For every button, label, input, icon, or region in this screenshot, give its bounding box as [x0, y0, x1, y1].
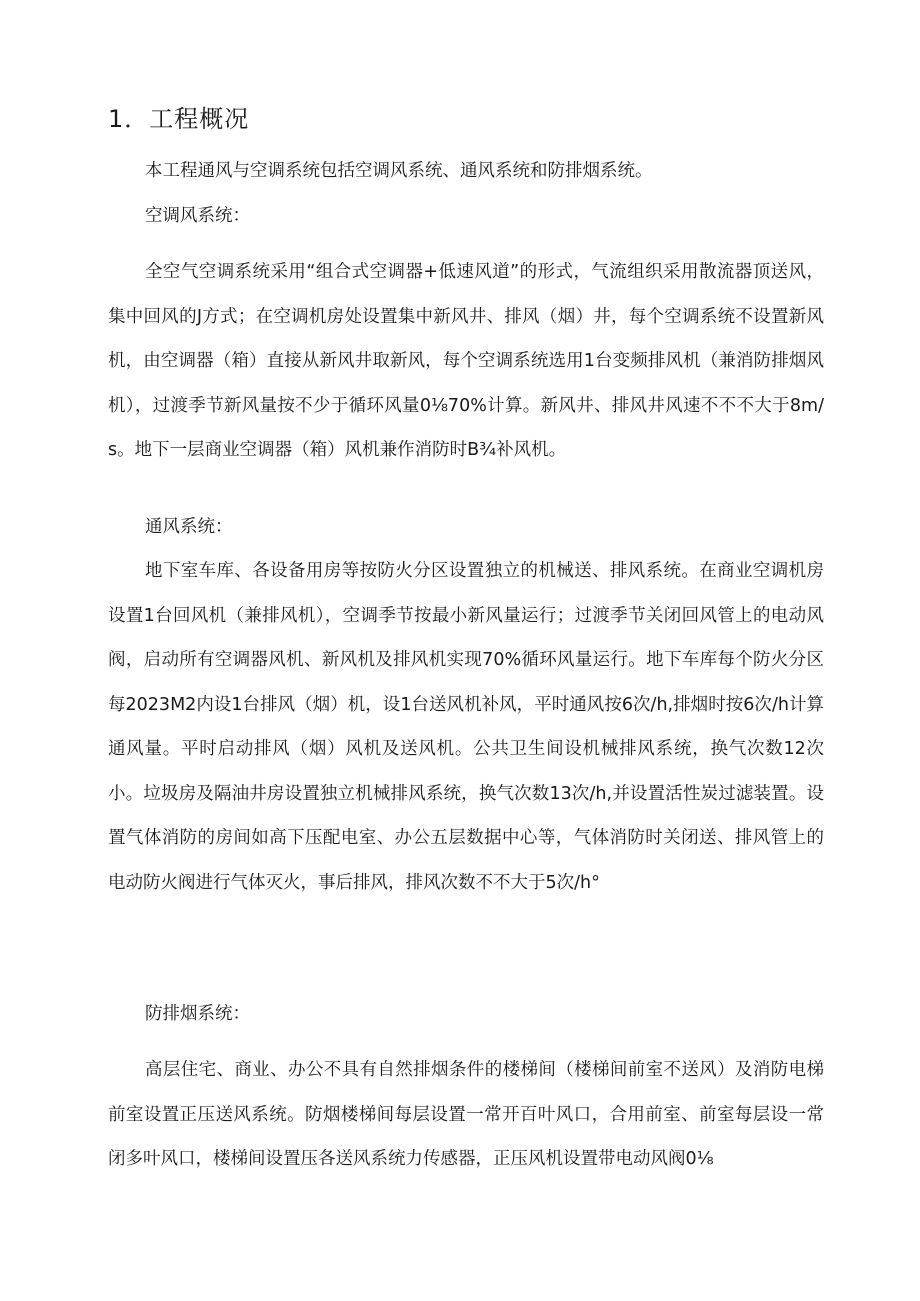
- smoke-control-system-paragraph: 高层住宅、商业、办公不具有自然排烟条件的楼梯间（楼梯间前室不送风）及消防电梯前室设置正压送风系统。防烟楼梯间每层设置一常开百叶风口，合用前室、前室每层设一常闭多叶风口，楼梯间设置压各送风系统力传感器，正压风机设置带电动风阀0⅛: [108, 1060, 824, 1169]
- intro-paragraph: 本工程通风与空调系统包括空调风系统、通风系统和防排烟系统。: [145, 161, 653, 181]
- ventilation-system-paragraph: 地下室车库、各设备用房等按防火分区设置独立的机械送、排风系统。在商业空调机房设置1台回风机（兼排风机），空调季节按最小新风量运行；过渡季节关闭回风管上的电动风阀，启动所有空调器风机、新风机及排风机实现70%循环风量运行。地下车库每个防火分区每2023M2内设1台排风（烟）机，设1台送风机补风，平时通风按6次/h,排烟时按6次/h计算通风量。平时启动排风（烟）风机及送风机。公共卫生间设机械排风系统，换气次数12次小。垃圾房及隔油井房设置独立机械排风系统，换气次数13次/h,并设置活性炭过滤装置。设置气体消防的房间如高下压配电室、办公五层数据中心等，气体消防时关闭送、排风管上的电动防火阀进行气体灭火，事后排风，排风次数不不大于5次/h°: [108, 561, 824, 893]
- smoke-control-system-title: 防排烟系统：: [145, 1004, 250, 1024]
- air-conditioning-system-paragraph: 全空气空调系统采用“组合式空调器+低速风道”的形式，气流组织采用散流器顶送风，集中回风的J方式；在空调机房处设置集中新风井、排风（烟）井，每个空调系统不设置新风机，由空调器（箱）直接从新风井取新风，每个空调系统选用1台变频排风机（兼消防排烟风机），过渡季节新风量按不少于循环风量0⅛70%计算。新风井、排风井风速不不不大于8m/s。地下一层商业空调器（箱）风机兼作消防时B¾补风机。: [108, 262, 824, 460]
- ventilation-system-title: 通风系统：: [145, 517, 233, 537]
- section-heading: 1．工程概况: [108, 105, 250, 133]
- air-conditioning-system-title: 空调风系统：: [145, 206, 250, 226]
